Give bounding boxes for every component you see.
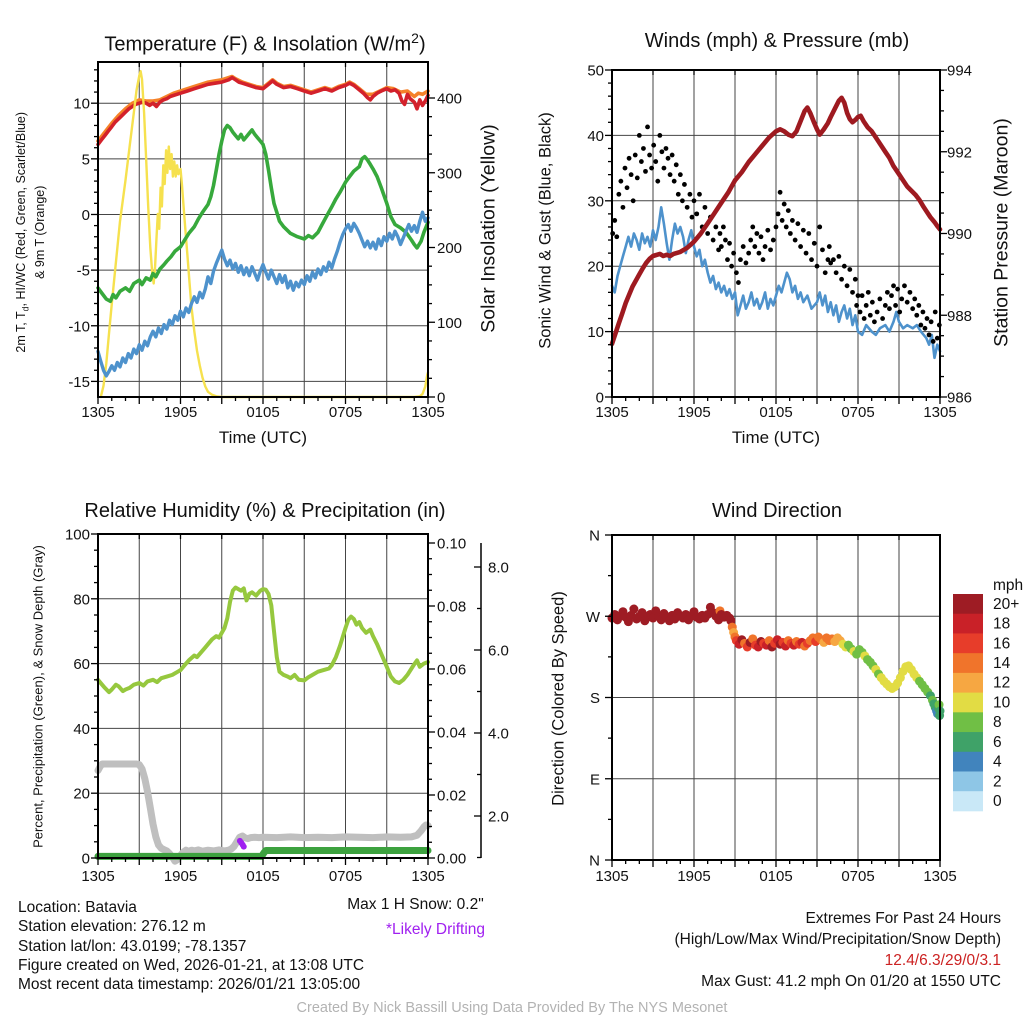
svg-text:E: E bbox=[589, 771, 600, 789]
svg-text:18: 18 bbox=[993, 615, 1011, 633]
temp-xaxis-label: Time (UTC) bbox=[218, 428, 308, 447]
svg-text:0.10: 0.10 bbox=[437, 535, 467, 553]
temp-insolation-chart bbox=[68, 62, 462, 421]
svg-text:60: 60 bbox=[73, 656, 90, 674]
svg-text:100: 100 bbox=[437, 314, 463, 332]
temp-chart-title: Temperature (F) & Insolation $(W/m^2)$ bbox=[104, 30, 426, 56]
svg-text:N: N bbox=[589, 852, 600, 870]
station-elevation: Station elevation: 276.12 m bbox=[18, 918, 206, 936]
svg-text:S: S bbox=[589, 690, 600, 707]
svg-text:0705: 0705 bbox=[841, 404, 875, 421]
svg-text:mph: mph bbox=[993, 577, 1024, 594]
svg-text:8: 8 bbox=[993, 714, 1002, 732]
station-location: Location: Batavia bbox=[18, 899, 137, 916]
svg-text:994: 994 bbox=[947, 62, 973, 80]
svg-text:0: 0 bbox=[437, 389, 446, 407]
svg-text:0.04: 0.04 bbox=[437, 724, 467, 742]
svg-text:1305: 1305 bbox=[81, 868, 115, 885]
rh-precip-chart bbox=[65, 527, 509, 886]
svg-text:20: 20 bbox=[587, 258, 604, 276]
direction-chart-title: Wind Direction bbox=[711, 500, 843, 522]
svg-text:0: 0 bbox=[81, 850, 90, 868]
svg-text:1305: 1305 bbox=[923, 868, 957, 885]
svg-text:988: 988 bbox=[947, 307, 973, 325]
svg-text:2.0: 2.0 bbox=[488, 808, 509, 826]
svg-text:0.06: 0.06 bbox=[437, 661, 467, 679]
svg-text:992: 992 bbox=[947, 144, 973, 162]
svg-text:1905: 1905 bbox=[677, 404, 711, 421]
credit-footer: Created By Nick Bassill Using Data Provided By The NYS Mesonet bbox=[296, 1000, 728, 1016]
extremes-block bbox=[521, 908, 1001, 992]
svg-text:1305: 1305 bbox=[411, 404, 445, 421]
extremes-subtitle: (High/Low/Max Wind/Precipitation/Snow Depth) bbox=[674, 931, 1001, 948]
svg-text:1905: 1905 bbox=[677, 868, 711, 885]
svg-text:1905: 1905 bbox=[163, 404, 198, 421]
temp-yaxis-left-label: 2m T, $T_d$, HI/WC (Red, Green, Scarlet/Blue) & 9m T (Orange) bbox=[13, 111, 47, 353]
speed-colorbar bbox=[953, 577, 1023, 811]
svg-text:986: 986 bbox=[947, 389, 973, 407]
svg-text:12: 12 bbox=[993, 674, 1011, 692]
svg-text:10: 10 bbox=[587, 324, 604, 342]
svg-text:-5: -5 bbox=[76, 262, 90, 280]
svg-text:0.08: 0.08 bbox=[437, 598, 467, 616]
svg-text:0105: 0105 bbox=[246, 404, 280, 421]
svg-text:16: 16 bbox=[993, 635, 1011, 653]
wind-yaxis-right-label: Station Pressure (Maroon) bbox=[990, 118, 1013, 347]
svg-text:-15: -15 bbox=[68, 373, 90, 391]
svg-text:6: 6 bbox=[993, 733, 1002, 751]
svg-text:1305: 1305 bbox=[595, 404, 629, 421]
extremes-values: 12.4/6.3/29/0/3.1 bbox=[884, 952, 1001, 969]
svg-text:40: 40 bbox=[587, 127, 604, 145]
svg-text:10: 10 bbox=[73, 95, 90, 113]
svg-text:50: 50 bbox=[587, 62, 604, 80]
svg-text:1905: 1905 bbox=[163, 868, 198, 885]
svg-text:0705: 0705 bbox=[841, 868, 875, 885]
svg-text:1305: 1305 bbox=[595, 868, 629, 885]
svg-text:0: 0 bbox=[81, 206, 90, 224]
station-latlon: Station lat/lon: 43.0199; -78.1357 bbox=[18, 937, 247, 955]
svg-text:0: 0 bbox=[993, 793, 1002, 811]
svg-text:0105: 0105 bbox=[246, 868, 280, 885]
rh-yaxis-left-label: Percent, Precipitation (Green), & Snow Depth (Gray) bbox=[30, 545, 46, 848]
svg-text:400: 400 bbox=[437, 90, 463, 108]
svg-text:1305: 1305 bbox=[81, 404, 115, 421]
svg-text:1305: 1305 bbox=[411, 868, 445, 885]
svg-text:-10: -10 bbox=[68, 318, 90, 336]
svg-text:14: 14 bbox=[993, 655, 1011, 673]
extremes-title: Extremes For Past 24 Hours bbox=[805, 910, 1001, 927]
svg-text:6.0: 6.0 bbox=[488, 642, 509, 660]
svg-text:1305: 1305 bbox=[923, 404, 957, 421]
svg-text:0705: 0705 bbox=[328, 404, 363, 421]
svg-text:300: 300 bbox=[437, 165, 463, 183]
svg-text:W: W bbox=[585, 608, 600, 626]
svg-text:40: 40 bbox=[73, 720, 90, 738]
svg-text:30: 30 bbox=[587, 193, 604, 211]
svg-text:0.02: 0.02 bbox=[437, 787, 467, 805]
drifting-note: *Likely Drifting bbox=[385, 921, 486, 938]
svg-text:200: 200 bbox=[437, 240, 463, 257]
max-snow-note: Max 1 H Snow: 0.2" bbox=[347, 896, 484, 913]
wind-xaxis-label: Time (UTC) bbox=[731, 428, 821, 447]
svg-text:0105: 0105 bbox=[759, 868, 793, 885]
svg-text:10: 10 bbox=[993, 694, 1011, 712]
temp-yaxis-right-label: Solar Insolation (Yellow) bbox=[477, 124, 500, 333]
wind-direction-chart bbox=[586, 528, 957, 886]
svg-text:0705: 0705 bbox=[328, 868, 363, 885]
svg-text:2: 2 bbox=[993, 773, 1002, 791]
svg-text:5: 5 bbox=[81, 151, 90, 169]
svg-text:0: 0 bbox=[595, 389, 604, 407]
svg-text:4.0: 4.0 bbox=[488, 725, 509, 743]
figure-created: Figure created on Wed, 2026-01-21, at 13:08 UTC bbox=[18, 956, 365, 974]
svg-text:990: 990 bbox=[947, 226, 973, 243]
wind-yaxis-left-label: Sonic Wind & Gust (Blue, Black) bbox=[536, 112, 555, 349]
svg-text:4: 4 bbox=[993, 753, 1002, 771]
svg-text:20+: 20+ bbox=[993, 595, 1020, 613]
svg-text:0.00: 0.00 bbox=[437, 850, 467, 868]
svg-text:0105: 0105 bbox=[759, 404, 793, 421]
direction-yaxis-left-label: Direction (Colored By Speed) bbox=[549, 591, 568, 806]
svg-text:20: 20 bbox=[73, 785, 90, 803]
wind-chart-title: Winds (mph) & Pressure (mb) bbox=[644, 30, 910, 52]
svg-text:80: 80 bbox=[73, 591, 90, 609]
data-timestamp: Most recent data timestamp: 2026/01/21 13:05:00 bbox=[18, 976, 361, 994]
rh-chart-title: Relative Humidity (%) & Precipitation (in) bbox=[84, 500, 446, 522]
svg-text:8.0: 8.0 bbox=[488, 559, 509, 577]
winds-pressure-chart bbox=[587, 63, 972, 422]
svg-text:N: N bbox=[589, 527, 600, 545]
max-gust: Max Gust: 41.2 mph On 01/20 at 1550 UTC bbox=[701, 973, 1001, 990]
svg-text:100: 100 bbox=[64, 526, 90, 544]
